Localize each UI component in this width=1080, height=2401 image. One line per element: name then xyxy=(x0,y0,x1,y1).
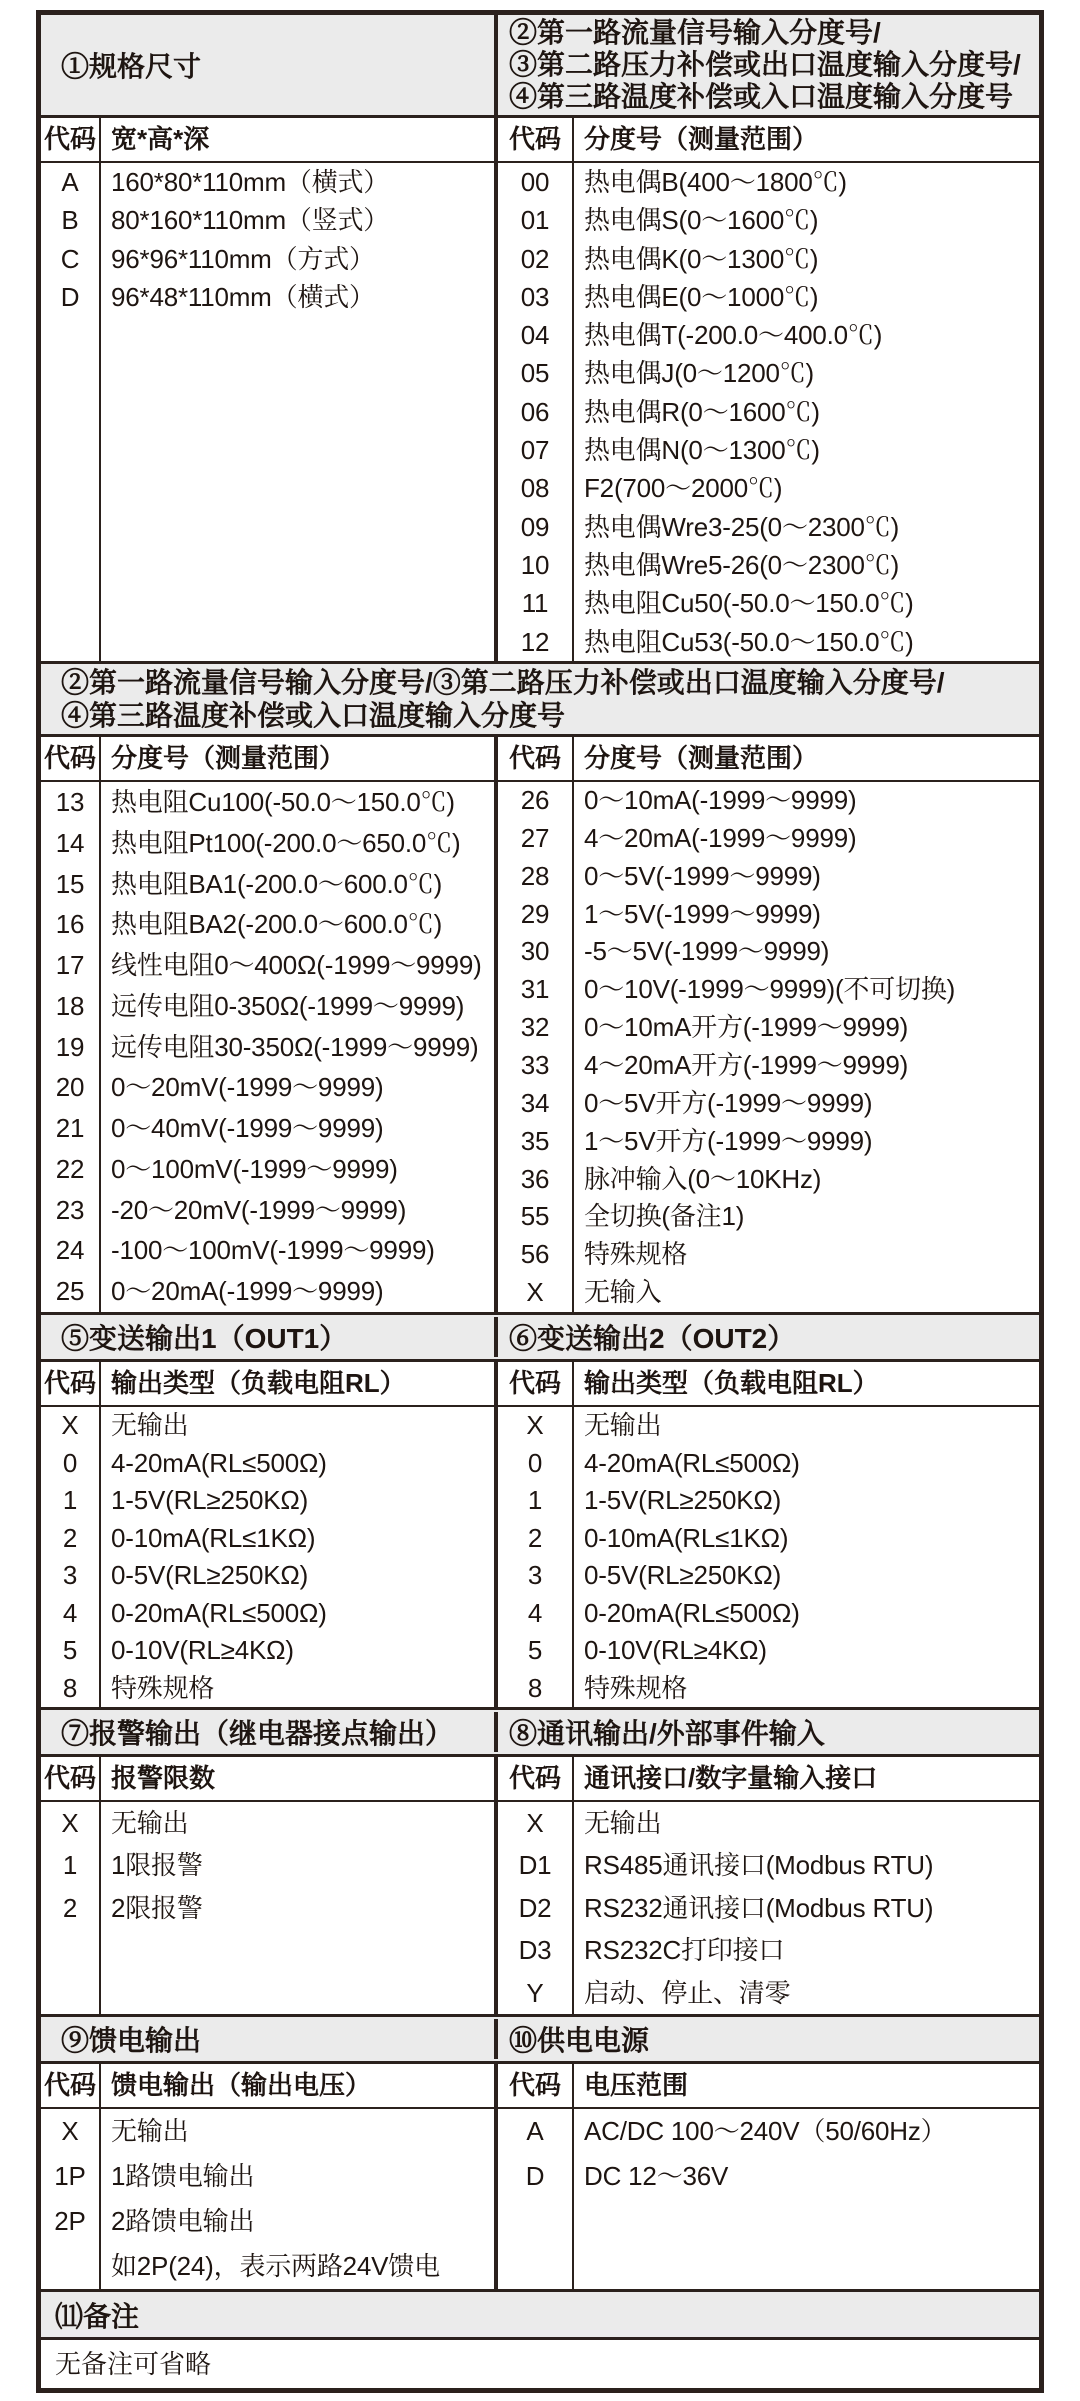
descs-column xyxy=(101,1802,494,2014)
desc-cell: 1路馈电输出 xyxy=(111,2161,255,2191)
code-header-cell xyxy=(498,737,574,780)
descs-column xyxy=(574,163,1039,661)
code-cell: Y xyxy=(526,1977,544,2008)
section-4-body xyxy=(41,1802,1039,2014)
power-supply-half xyxy=(498,2109,1039,2289)
desc-cell: 热电阻BA2(-200.0～600.0℃) xyxy=(111,909,443,940)
codes-column xyxy=(41,2109,101,2289)
section-5-column-headers xyxy=(41,2064,1039,2109)
title-line: ④第三路温度补偿或入口温度输入分度号 xyxy=(509,81,1014,112)
code-cell: 8 xyxy=(62,1672,78,1703)
remarks-title: ⑾备注 xyxy=(55,2300,140,2332)
size-codes-half xyxy=(41,163,498,661)
code-cell: 28 xyxy=(520,860,550,891)
code-column-header: 代码 xyxy=(508,743,561,773)
section-1-body xyxy=(41,163,1039,661)
out2-title: ⑥变送输出2（OUT2） xyxy=(509,1323,796,1354)
desc-cell: 1限报警 xyxy=(111,1850,203,1881)
desc-cell: 0-10V(RL≥4KΩ) xyxy=(111,1635,294,1665)
desc-header-cell xyxy=(101,1362,494,1405)
desc-cell: 0～100mV(-1999～9999) xyxy=(111,1153,398,1184)
code-cell: 14 xyxy=(55,827,85,858)
desc-cell: -20～20mV(-1999～9999) xyxy=(111,1194,407,1225)
code-cell: 16 xyxy=(55,909,85,940)
section-input-continued xyxy=(41,661,1039,1312)
code-cell: 21 xyxy=(55,1113,85,1144)
code-cell: 22 xyxy=(55,1153,85,1184)
desc-cell: 热电偶J(0～1200℃) xyxy=(584,358,815,389)
code-cell: 1 xyxy=(527,1485,543,1515)
right-half-header xyxy=(498,1757,1039,1800)
code-cell: 56 xyxy=(520,1239,550,1270)
desc-cell: 热电阻Cu53(-50.0～150.0℃) xyxy=(584,626,914,657)
code-cell: 4 xyxy=(527,1597,543,1628)
code-cell: X xyxy=(526,1410,544,1440)
code-cell: 1 xyxy=(62,1485,78,1515)
code-cell: 3 xyxy=(62,1560,78,1590)
desc-cell: 热电偶T(-200.0～400.0℃) xyxy=(584,320,883,351)
desc-cell: 启动、停止、清零 xyxy=(584,1977,791,2008)
left-half-header xyxy=(41,1757,498,1800)
out1-half xyxy=(41,1407,498,1707)
desc-cell: 热电阻Cu50(-50.0～150.0℃) xyxy=(584,588,914,619)
code-cell: 02 xyxy=(520,243,550,274)
desc-cell: 0-10mA(RL≤1KΩ) xyxy=(111,1522,316,1553)
desc-header-cell xyxy=(574,1362,1039,1405)
code-cell: 0 xyxy=(62,1447,78,1478)
desc-cell: 无输出 xyxy=(111,2116,189,2146)
code-cell: 06 xyxy=(520,396,550,427)
code-cell: 20 xyxy=(55,1072,85,1103)
section-5-body xyxy=(41,2109,1039,2289)
desc-cell: 无输入 xyxy=(584,1277,662,1308)
code-cell: 15 xyxy=(55,868,85,899)
desc-cell: RS485通讯接口(Modbus RTU) xyxy=(584,1850,934,1881)
section-3-body xyxy=(41,1407,1039,1707)
desc-header-cell xyxy=(574,2064,1039,2107)
desc-cell: 0-10V(RL≥4KΩ) xyxy=(584,1635,767,1665)
code-cell: 10 xyxy=(520,549,550,580)
desc-cell: 0～10mA开方(-1999～9999) xyxy=(584,1012,909,1043)
code-cell: 8 xyxy=(527,1672,543,1703)
right-half-header xyxy=(498,1362,1039,1405)
title-line: ④第三路温度补偿或入口温度输入分度号 xyxy=(61,700,566,731)
comm-half xyxy=(498,1802,1039,2014)
section-3-header-band xyxy=(41,1312,1039,1362)
desc-cell: 无输出 xyxy=(584,1410,662,1440)
code-cell: D1 xyxy=(518,1850,552,1881)
desc-cell: -100～100mV(-1999～9999) xyxy=(111,1235,435,1266)
desc-column-header: 分度号（测量范围） xyxy=(111,743,346,773)
code-cell: A xyxy=(61,167,79,197)
out1-title: ⑤变送输出1（OUT1） xyxy=(41,1317,498,1357)
desc-header-cell xyxy=(101,737,494,780)
desc-header-cell xyxy=(574,118,1039,161)
desc-cell: 0～20mV(-1999～9999) xyxy=(111,1072,384,1103)
descs-column xyxy=(101,1407,494,1707)
section-remarks xyxy=(41,2289,1039,2388)
right-half-header xyxy=(498,737,1039,780)
code-cell: 03 xyxy=(520,281,550,312)
section-transmit-outputs xyxy=(41,1312,1039,1707)
desc-column-header: 通讯接口/数字量输入接口 xyxy=(584,1763,878,1793)
desc-cell: 4～20mA开方(-1999～9999) xyxy=(584,1050,909,1081)
section-5-header-band xyxy=(41,2014,1039,2064)
section-1-column-headers xyxy=(41,118,1039,163)
code-cell: 3 xyxy=(527,1560,543,1590)
desc-cell: 160*80*110mm（横式） xyxy=(111,167,390,197)
desc-column-header: 宽*高*深 xyxy=(111,124,210,154)
desc-header-cell xyxy=(101,2064,494,2107)
code-cell: 2 xyxy=(62,1522,78,1553)
desc-cell: 80*160*110mm（竖式） xyxy=(111,205,390,236)
left-half-header xyxy=(41,737,498,780)
section-2-column-headers xyxy=(41,737,1039,782)
descs-column xyxy=(574,1802,1039,2014)
desc-cell: 0-10mA(RL≤1KΩ) xyxy=(584,1522,789,1553)
code-cell: 33 xyxy=(520,1050,550,1081)
desc-cell: 0～5V(-1999～9999) xyxy=(584,860,821,891)
input-codes-right-half xyxy=(498,782,1039,1312)
descs-column xyxy=(101,2109,494,2289)
code-header-cell xyxy=(41,1757,101,1800)
desc-cell: 全切换(备注1) xyxy=(584,1201,745,1232)
code-cell: 26 xyxy=(520,785,550,815)
codes-column xyxy=(41,1407,101,1707)
code-cell: D xyxy=(60,281,80,312)
desc-cell: 线性电阻0～400Ω(-1999～9999) xyxy=(111,950,482,981)
code-cell: 31 xyxy=(520,974,550,1005)
code-cell: 55 xyxy=(520,1201,550,1232)
desc-cell: 远传电阻0-350Ω(-1999～9999) xyxy=(111,990,465,1021)
section-1-title: ①规格尺寸 xyxy=(41,15,498,115)
desc-cell: 4-20mA(RL≤500Ω) xyxy=(111,1447,327,1478)
desc-cell: 1-5V(RL≥250KΩ) xyxy=(584,1485,782,1515)
code-column-header: 代码 xyxy=(43,1763,96,1793)
code-cell: 13 xyxy=(55,787,85,817)
desc-cell: 热电阻BA1(-200.0～600.0℃) xyxy=(111,868,443,899)
code-column-header: 代码 xyxy=(43,1368,96,1398)
code-cell: 5 xyxy=(62,1635,78,1665)
desc-column-header: 报警限数 xyxy=(111,1763,216,1793)
desc-cell: 无输出 xyxy=(111,1808,189,1838)
desc-column-header: 输出类型（负载电阻RL） xyxy=(111,1368,406,1398)
code-column-header: 代码 xyxy=(43,124,96,154)
section-1-header-band xyxy=(41,15,1039,118)
codes-column xyxy=(498,782,574,1312)
desc-cell: 热电偶Wre5-26(0～2300℃) xyxy=(584,549,900,580)
codes-column xyxy=(498,1802,574,2014)
codes-column xyxy=(498,1407,574,1707)
code-header-cell xyxy=(498,2064,574,2107)
desc-cell: 热电偶R(0～1600℃) xyxy=(584,396,820,427)
left-half-header xyxy=(41,118,498,161)
desc-cell: DC 12～36V xyxy=(584,2161,729,2191)
code-cell: X xyxy=(61,1410,79,1440)
code-cell: 18 xyxy=(55,990,85,1021)
codes-column xyxy=(498,2109,574,2289)
code-cell: 34 xyxy=(520,1087,550,1118)
code-cell: 2 xyxy=(527,1522,543,1553)
codes-column xyxy=(41,163,101,661)
code-header-cell xyxy=(41,2064,101,2107)
desc-cell: 96*48*110mm（横式） xyxy=(111,281,375,312)
title-line: ②第一路流量信号输入分度号/③第二路压力补偿或出口温度输入分度号/ xyxy=(61,667,945,698)
code-header-cell xyxy=(41,118,101,161)
desc-cell: 特殊规格 xyxy=(584,1239,688,1270)
code-column-header: 代码 xyxy=(508,1763,561,1793)
left-half-header xyxy=(41,1362,498,1405)
code-cell: 1P xyxy=(54,2161,86,2191)
code-cell: 2P xyxy=(54,2206,86,2236)
desc-cell: 0-20mA(RL≤500Ω) xyxy=(584,1597,800,1628)
desc-cell: 4-20mA(RL≤500Ω) xyxy=(584,1447,800,1478)
alarm-title: ⑦报警输出（继电器接点输出） xyxy=(41,1712,498,1752)
desc-header-cell xyxy=(101,118,494,161)
desc-cell: 0～40mV(-1999～9999) xyxy=(111,1113,384,1144)
code-cell: 27 xyxy=(520,822,550,853)
code-cell: 05 xyxy=(520,358,550,389)
desc-cell: 0～10mA(-1999～9999) xyxy=(584,785,857,815)
code-cell: 00 xyxy=(520,167,550,197)
code-column-header: 代码 xyxy=(508,124,561,154)
codes-column xyxy=(498,163,574,661)
section-2-3-4-title xyxy=(498,15,1039,115)
comm-title: ⑧通讯输出/外部事件输入 xyxy=(509,1718,825,1749)
desc-column-header: 电压范围 xyxy=(584,2070,689,2100)
descs-column xyxy=(101,782,494,1312)
code-cell: 35 xyxy=(520,1125,550,1156)
model-selection-table xyxy=(36,10,1044,2393)
code-cell: 25 xyxy=(55,1276,85,1307)
code-cell: 09 xyxy=(520,511,550,542)
desc-header-cell xyxy=(101,1757,494,1800)
code-header-cell xyxy=(498,118,574,161)
descs-column xyxy=(101,163,494,661)
code-cell: 1 xyxy=(62,1850,78,1881)
desc-cell: 2限报警 xyxy=(111,1892,203,1923)
desc-cell: AC/DC 100～240V（50/60Hz） xyxy=(584,2116,947,2146)
code-cell: 29 xyxy=(520,898,550,929)
desc-cell: 热电偶E(0～1000℃) xyxy=(584,281,819,312)
section-2-header-band xyxy=(41,661,1039,737)
alarm-half xyxy=(41,1802,498,2014)
code-cell: 5 xyxy=(527,1635,543,1665)
desc-cell: -5～5V(-1999～9999) xyxy=(584,936,830,967)
code-cell: 11 xyxy=(521,588,549,619)
desc-cell: 热电偶S(0～1600℃) xyxy=(584,205,819,236)
desc-cell: 热电偶K(0～1300℃) xyxy=(584,243,819,274)
desc-cell: 1～5V开方(-1999～9999) xyxy=(584,1125,873,1156)
codes-column xyxy=(41,1802,101,2014)
desc-cell: 0～5V开方(-1999～9999) xyxy=(584,1087,873,1118)
code-header-cell xyxy=(498,1757,574,1800)
code-cell: D2 xyxy=(518,1892,552,1923)
code-header-cell xyxy=(498,1362,574,1405)
desc-cell: 1～5V(-1999～9999) xyxy=(584,898,821,929)
desc-cell: 远传电阻30-350Ω(-1999～9999) xyxy=(111,1031,479,1062)
desc-cell: 如2P(24)，表示两路24V馈电 xyxy=(111,2251,440,2281)
desc-cell: 无输出 xyxy=(111,1410,189,1440)
code-header-cell xyxy=(41,737,101,780)
right-half-header xyxy=(498,2064,1039,2107)
code-cell: X xyxy=(61,2116,79,2146)
code-cell: X xyxy=(526,1808,544,1838)
desc-cell: 热电偶B(400～1800℃) xyxy=(584,167,847,197)
desc-cell: RS232C打印接口 xyxy=(584,1935,785,1966)
code-cell: 36 xyxy=(520,1163,550,1194)
desc-cell: 2路馈电输出 xyxy=(111,2206,255,2236)
code-column-header: 代码 xyxy=(43,2070,96,2100)
out2-half xyxy=(498,1407,1039,1707)
desc-cell: 热电偶N(0～1300℃) xyxy=(584,435,820,466)
code-cell: C xyxy=(60,243,80,274)
input-codes-left-half xyxy=(41,782,498,1312)
section-size-and-input xyxy=(41,15,1039,661)
left-half-header xyxy=(41,2064,498,2107)
code-cell: 23 xyxy=(55,1194,85,1225)
code-cell: 32 xyxy=(520,1012,550,1043)
code-column-header: 代码 xyxy=(508,2070,561,2100)
desc-cell: 0～10V(-1999～9999)(不可切换) xyxy=(584,974,956,1005)
desc-cell: 0～20mA(-1999～9999) xyxy=(111,1276,384,1307)
code-cell: X xyxy=(61,1808,79,1838)
codes-column xyxy=(41,782,101,1312)
descs-column xyxy=(574,1407,1039,1707)
code-cell: 08 xyxy=(520,473,550,504)
section-alarm-and-comm xyxy=(41,1707,1039,2014)
desc-cell: 无输出 xyxy=(584,1808,662,1838)
descs-column xyxy=(574,2109,1039,2289)
code-cell: 04 xyxy=(520,320,550,351)
input-codes-half xyxy=(498,163,1039,661)
desc-column-header: 馈电输出（输出电压） xyxy=(111,2070,372,2100)
desc-cell: 1-5V(RL≥250KΩ) xyxy=(111,1485,309,1515)
feed-output-half xyxy=(41,2109,498,2289)
section-4-header-band xyxy=(41,1707,1039,1757)
code-cell: 12 xyxy=(520,626,550,657)
code-cell: B xyxy=(61,205,79,236)
remarks-note: 无备注可省略 xyxy=(55,2349,212,2379)
right-half-header xyxy=(498,118,1039,161)
section-4-column-headers xyxy=(41,1757,1039,1802)
code-cell: 30 xyxy=(520,936,550,967)
desc-column-header: 输出类型（负载电阻RL） xyxy=(584,1368,879,1398)
code-cell: D3 xyxy=(518,1935,552,1966)
code-cell: 0 xyxy=(527,1447,543,1478)
desc-column-header: 分度号（测量范围） xyxy=(584,124,819,154)
desc-header-cell xyxy=(574,1757,1039,1800)
code-cell: A xyxy=(526,2116,544,2146)
section-3-column-headers xyxy=(41,1362,1039,1407)
code-cell: D xyxy=(525,2161,545,2191)
desc-cell: RS232通讯接口(Modbus RTU) xyxy=(584,1892,934,1923)
desc-cell: 脉冲输入(0～10KHz) xyxy=(584,1163,822,1194)
desc-cell: 0-5V(RL≥250KΩ) xyxy=(584,1560,782,1590)
power-supply-title: ⑩供电电源 xyxy=(509,2025,650,2056)
desc-cell: 特殊规格 xyxy=(584,1672,688,1703)
code-cell: 24 xyxy=(55,1235,85,1266)
section-feed-and-power xyxy=(41,2014,1039,2289)
code-cell: 4 xyxy=(62,1597,78,1628)
code-column-header: 代码 xyxy=(43,743,96,773)
code-cell: 19 xyxy=(55,1031,85,1062)
desc-cell: 特殊规格 xyxy=(111,1672,215,1703)
code-cell: 17 xyxy=(55,950,85,981)
code-header-cell xyxy=(41,1362,101,1405)
code-cell: 01 xyxy=(520,205,550,236)
desc-cell: F2(700～2000℃) xyxy=(584,473,783,504)
descs-column xyxy=(574,782,1039,1312)
desc-cell: 热电偶Wre3-25(0～2300℃) xyxy=(584,511,900,542)
desc-cell: 热电阻Pt100(-200.0～650.0℃) xyxy=(111,827,461,858)
desc-cell: 96*96*110mm（方式） xyxy=(111,243,375,274)
desc-cell: 4～20mA(-1999～9999) xyxy=(584,822,857,853)
title-line: ③第二路压力补偿或出口温度输入分度号/ xyxy=(509,49,1021,80)
section-6-header-band xyxy=(41,2289,1039,2340)
code-cell: X xyxy=(526,1277,544,1308)
desc-cell: 0-20mA(RL≤500Ω) xyxy=(111,1597,327,1628)
title-line: ②第一路流量信号输入分度号/ xyxy=(509,17,881,48)
desc-cell: 热电阻Cu100(-50.0～150.0℃) xyxy=(111,787,455,817)
feed-output-title: ⑨馈电输出 xyxy=(41,2019,498,2059)
code-column-header: 代码 xyxy=(508,1368,561,1398)
desc-header-cell xyxy=(574,737,1039,780)
desc-column-header: 分度号（测量范围） xyxy=(584,743,819,773)
code-cell: 2 xyxy=(62,1892,78,1923)
code-cell: 07 xyxy=(520,435,550,466)
section-2-body xyxy=(41,782,1039,1312)
desc-cell: 0-5V(RL≥250KΩ) xyxy=(111,1560,309,1590)
